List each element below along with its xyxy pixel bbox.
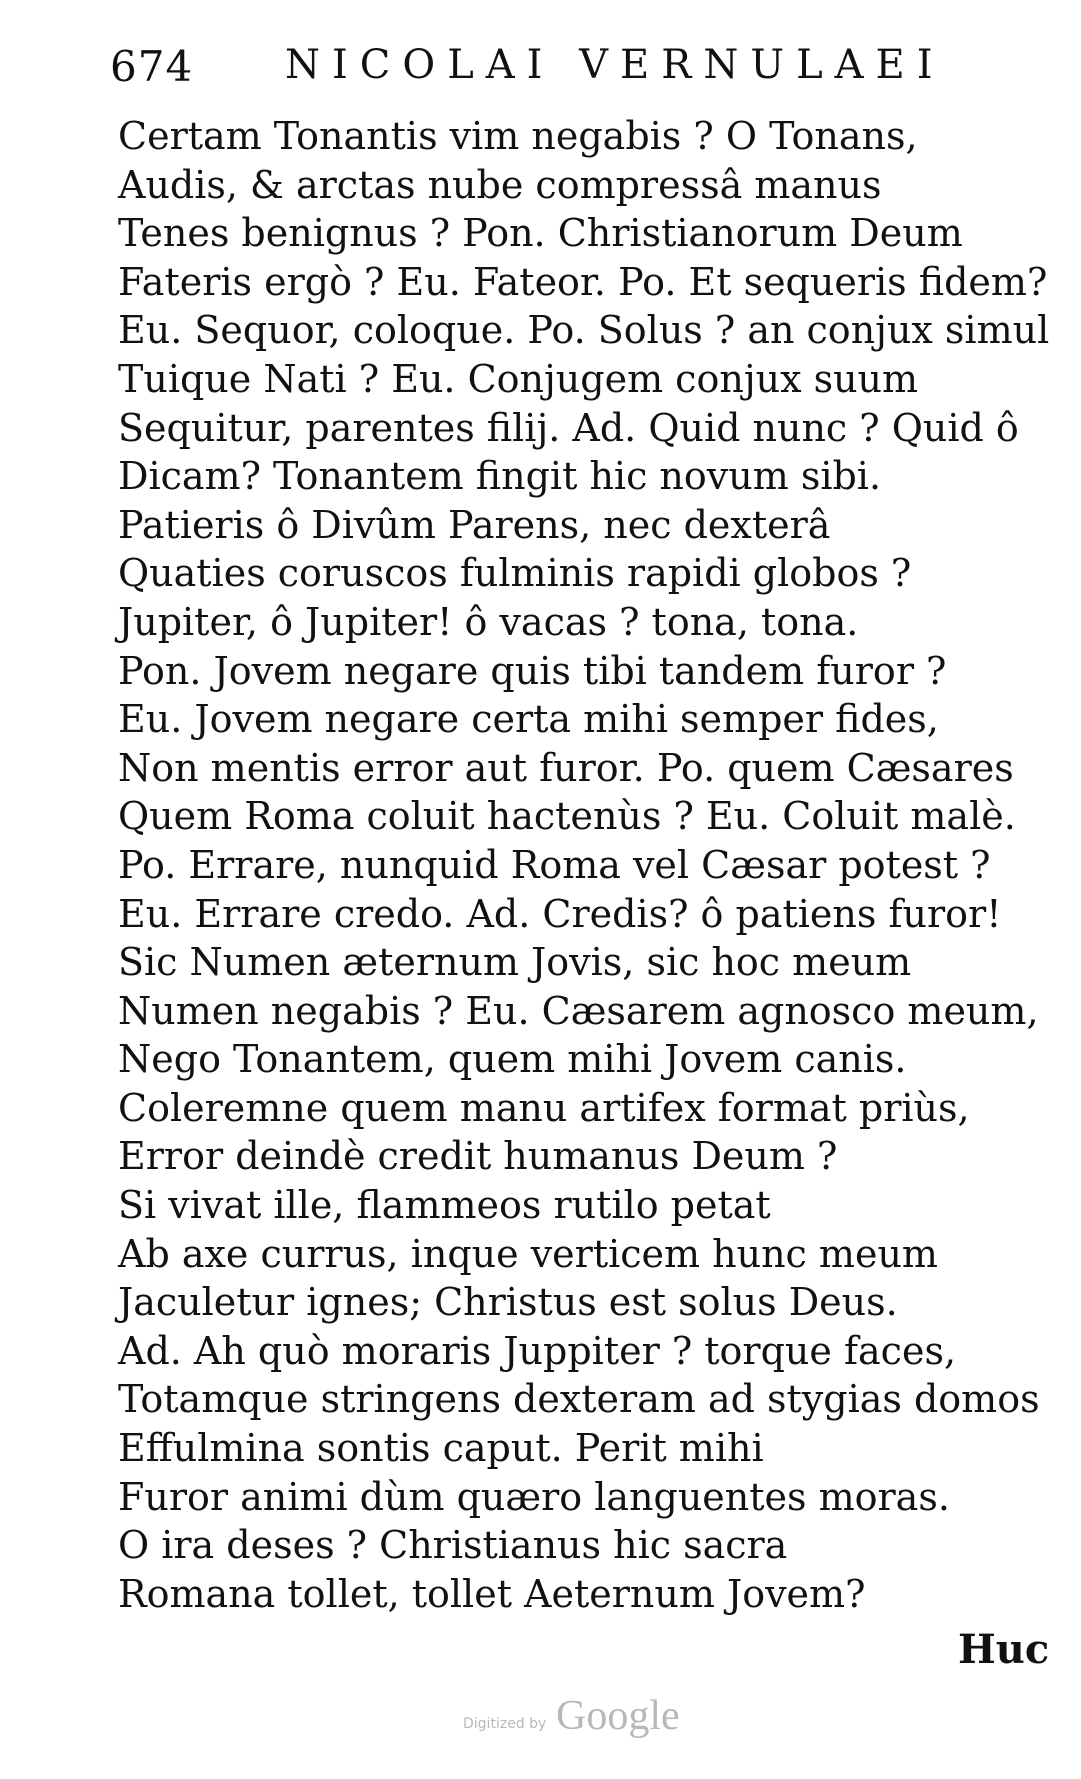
verse-line: Numen negabis ? Eu. Cæsarem agnosco meum, [118, 988, 1039, 1033]
verse-line: Effulmina sontis caput. Perit mihi [118, 1426, 764, 1471]
verse-line: Certam Tonantis vim negabis ? O Tonans, [118, 114, 918, 158]
verse-line: Romana tollet, tollet Aeternum Jovem? [118, 1571, 866, 1616]
verse-line: Coleremne quem manu artifex format priùs, [118, 1085, 970, 1130]
verse-line: Totamque stringens dexteram ad stygias domos [118, 1377, 1040, 1422]
verse-line: Fateris ergò ? Eu. Fateor. Po. Et sequeris fidem? [118, 259, 1048, 304]
verse-line: Audis, & arctas nube compressâ manus [118, 162, 882, 207]
verse-line: Non mentis error aut furor. Po. quem Cæsares [118, 745, 1014, 790]
running-head: NICOLAI VERNULAEI [285, 42, 945, 88]
page-header [110, 42, 970, 102]
catchword: Huc [958, 1626, 1050, 1673]
verse-line: Sequitur, parentes filij. Ad. Quid nunc ? Quid ô [118, 405, 1019, 450]
verse-line: Dicam? Tonantem fingit hic novum sibi. [118, 454, 882, 499]
verse-line: Sic Numen æternum Jovis, sic hoc meum [118, 940, 912, 985]
verse-text [118, 112, 1050, 1618]
verse-line: Jupiter, ô Jupiter! ô vacas ? tona, tona. [118, 599, 859, 644]
verse-line: Eu. Jovem negare certa mihi semper fides, [118, 697, 939, 742]
verse-line: Eu. Sequor, coloque. Po. Solus ? an conjux simul [118, 308, 1050, 353]
verse-line: Pon. Jovem negare quis tibi tandem furor ? [118, 648, 947, 693]
verse-line: Furor animi dùm quæro languentes moras. [118, 1474, 950, 1519]
verse-line: O ira deses ? Christianus hic sacra [118, 1523, 788, 1568]
verse-line: Ad. Ah quò moraris Juppiter ? torque faces, [118, 1328, 957, 1373]
verse-line: Eu. Errare credo. Ad. Credis? ô patiens furor! [118, 891, 1002, 936]
watermark-brand-logo: Google [556, 1693, 680, 1739]
verse-line: Tuique Nati ? Eu. Conjugem conjux suum [118, 356, 919, 401]
verse-line: Quaties coruscos fulminis rapidi globos ? [118, 551, 912, 596]
verse-line: Jaculetur ignes; Christus est solus Deus. [118, 1280, 898, 1325]
verse-line: Si vivat ille, flammeos rutilo petat [118, 1183, 771, 1228]
watermark-digitized-text: Digitized by [463, 1716, 547, 1732]
verse-line: Patieris ô Divûm Parens, nec dexterâ [118, 502, 831, 547]
verse-line: Error deindè credit humanus Deum ? [118, 1134, 838, 1179]
verse-line: Quem Roma coluit hactenùs ? Eu. Coluit malè. [118, 794, 1016, 839]
verse-line: Po. Errare, nunquid Roma vel Cæsar potest ? [118, 842, 991, 887]
verse-line: Ab axe currus, inque verticem hunc meum [118, 1231, 938, 1276]
verse-line: Tenes benignus ? Pon. Christianorum Deum [118, 211, 963, 256]
digitized-watermark [463, 1690, 703, 1746]
verse-line: Nego Tonantem, quem mihi Jovem canis. [118, 1037, 907, 1082]
page-number: 674 [110, 42, 194, 91]
